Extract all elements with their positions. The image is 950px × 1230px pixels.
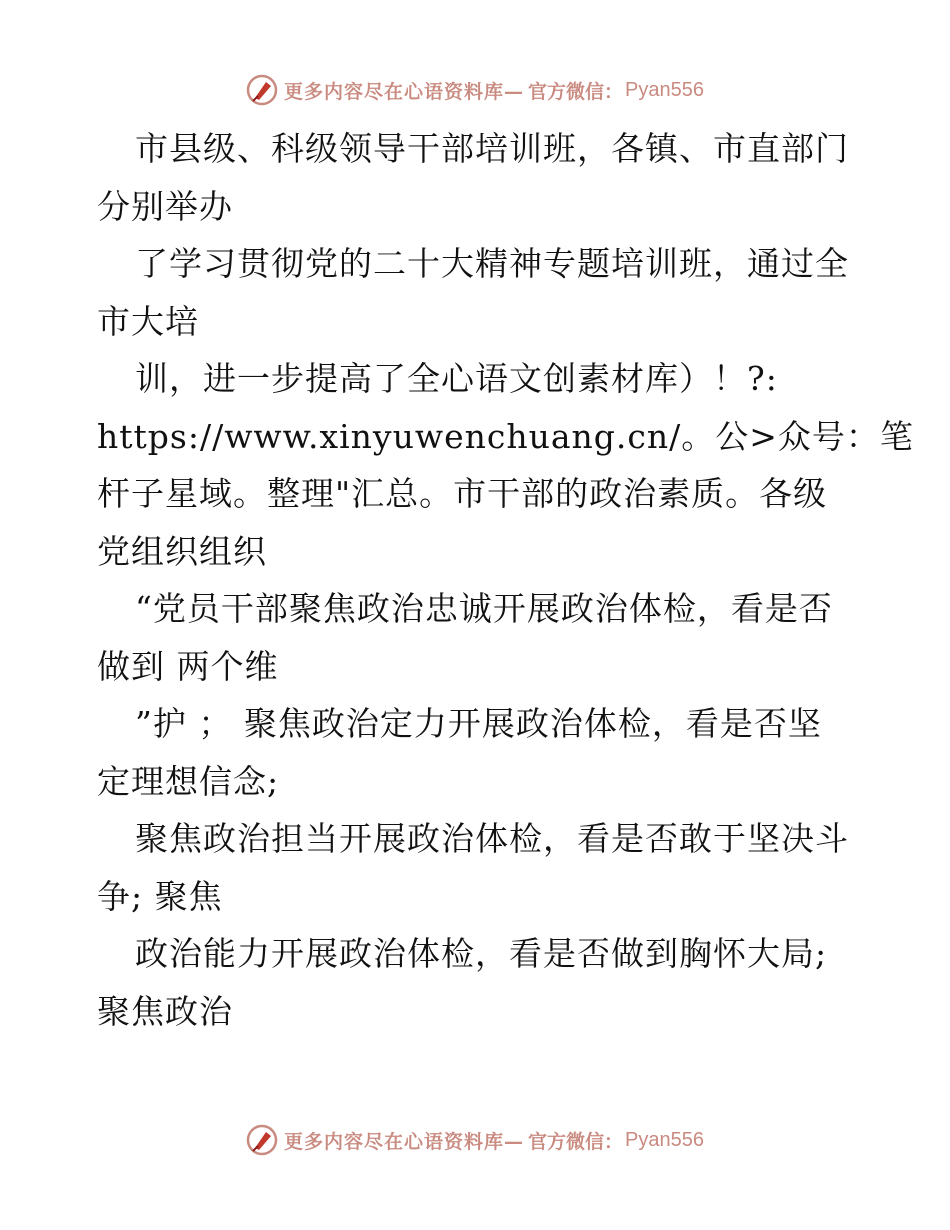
text-line: “党员干部聚焦政治忠诚开展政治体检，看是否 bbox=[135, 589, 833, 628]
text-line: 聚焦政治 bbox=[97, 991, 233, 1031]
pen-nib-logo-icon bbox=[246, 74, 278, 106]
watermark-wechat-label: 官方微信： bbox=[528, 80, 624, 103]
text-line: 分别举办 bbox=[97, 186, 233, 226]
text-line: 杆子星域。整理"汇总。市干部的政治素质。各级 bbox=[97, 474, 828, 513]
text-line: 党组织组织 bbox=[97, 531, 267, 571]
text-line: 做到 两个维 bbox=[97, 646, 279, 686]
watermark-wechat-id: Pyan556 bbox=[625, 1128, 704, 1151]
text-line: https://www.xinyuwenchuang.cn/。公>众号：笔 bbox=[97, 416, 914, 456]
text-line: 政治能力开展政治体检，看是否做到胸怀大局; bbox=[135, 934, 828, 973]
text-line: 市大培 bbox=[97, 301, 199, 341]
watermark-wechat-id: Pyan556 bbox=[625, 78, 704, 101]
watermark-wechat-label: 官方微信： bbox=[528, 1130, 624, 1153]
document-body bbox=[97, 120, 914, 1040]
text-line: 争; 聚焦 bbox=[97, 876, 223, 916]
text-line: 了学习贯彻党的二十大精神专题培训班，通过全 bbox=[135, 244, 849, 283]
text-line: 市县级、科级领导干部培训班，各镇、市直部门 bbox=[135, 129, 849, 168]
header-watermark bbox=[0, 70, 950, 110]
text-line: 聚焦政治担当开展政治体检，看是否敢于坚决斗 bbox=[135, 819, 849, 858]
watermark-text: 更多内容尽在心语资料库— bbox=[284, 80, 525, 103]
text-line: 定理想信念; bbox=[97, 761, 280, 801]
pen-nib-logo-icon bbox=[246, 1124, 278, 1156]
text-line: 训，进一步提高了全心语文创素材库）！?: bbox=[135, 359, 778, 398]
footer-watermark bbox=[0, 1120, 950, 1160]
text-line: ”护 ； 聚焦政治定力开展政治体检，看是否坚 bbox=[135, 704, 822, 743]
watermark-text: 更多内容尽在心语资料库— bbox=[284, 1130, 525, 1153]
